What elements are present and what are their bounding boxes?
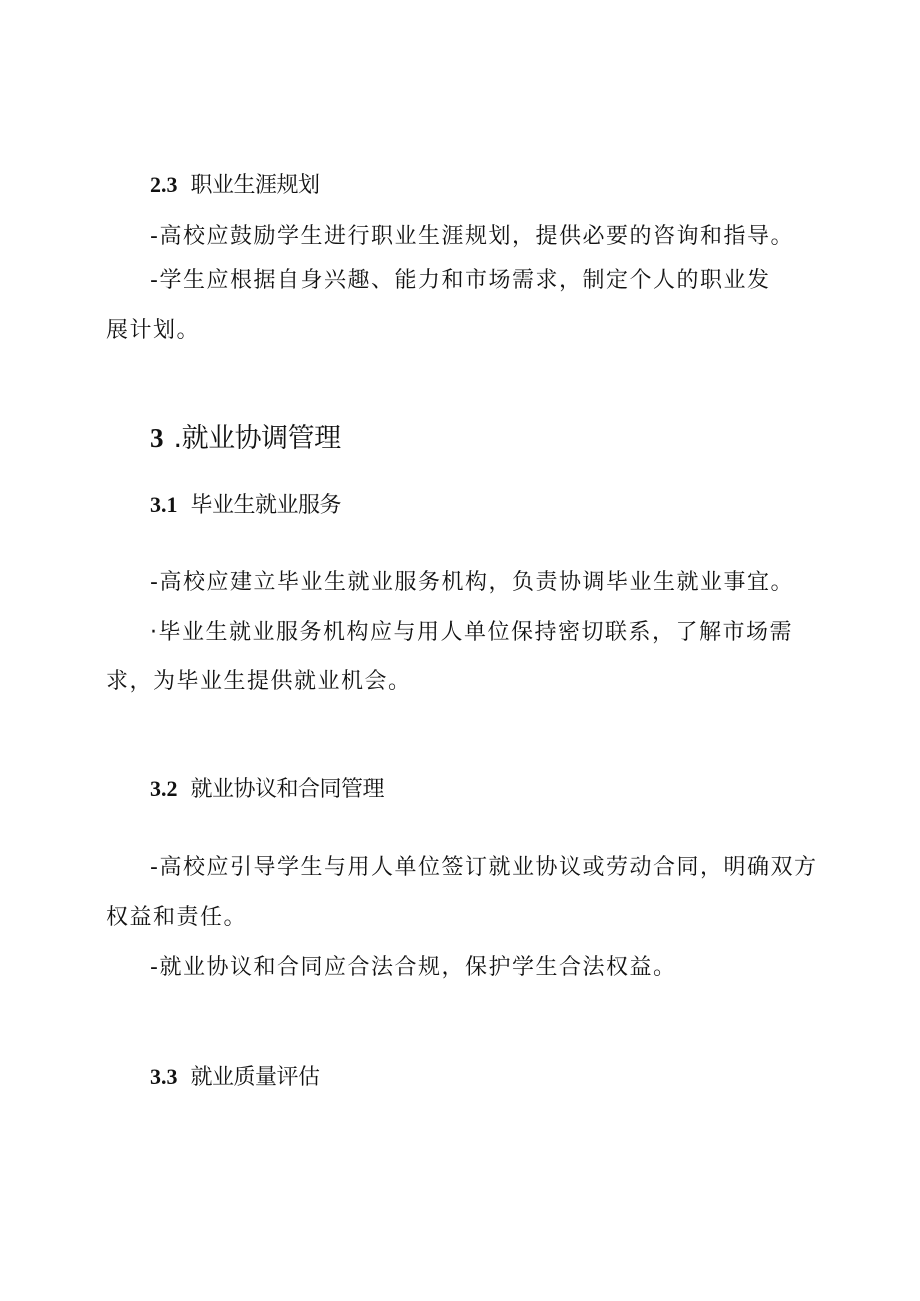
heading-3-3 (150, 1066, 320, 1089)
paragraph-line: -高校应鼓励学生进行职业生涯规划，提供必要的咨询和指导。 (150, 224, 794, 249)
heading-number: 2.3 (150, 172, 178, 197)
paragraph-line: -学生应根据自身兴趣、能力和市场需求，制定个人的职业发 (150, 268, 771, 293)
heading-title: 就业协议和合同管理 (190, 777, 385, 802)
heading-number: 3.1 (150, 492, 178, 517)
paragraph-line: 展计划。 (106, 318, 201, 343)
heading-title: 毕业生就业服务 (190, 493, 342, 518)
heading-number: 3.3 (150, 1064, 178, 1089)
heading-3 (150, 425, 341, 452)
heading-2-3 (150, 174, 320, 197)
paragraph-line: -高校应建立毕业生就业服务机构，负责协调毕业生就业事宜。 (150, 570, 794, 595)
heading-title: 职业生涯规划 (190, 173, 320, 198)
paragraph-line: 求，为毕业生提供就业机会。 (106, 669, 412, 694)
heading-3-1 (150, 494, 341, 517)
paragraph-line: -高校应引导学生与用人单位签订就业协议或劳动合同，明确双方 (150, 855, 818, 880)
heading-3-2 (150, 778, 384, 801)
paragraph-line: 权益和责任。 (106, 905, 248, 930)
heading-number: 3.2 (150, 776, 178, 801)
heading-title: 就业质量评估 (190, 1065, 320, 1090)
paragraph-line: -就业协议和合同应合法合规，保护学生合法权益。 (150, 955, 677, 980)
paragraph-line: ·毕业生就业服务机构应与用人单位保持密切联系，了解市场需 (150, 620, 793, 645)
heading-title: .就业协调管理 (173, 423, 341, 454)
heading-number: 3 (150, 423, 164, 453)
